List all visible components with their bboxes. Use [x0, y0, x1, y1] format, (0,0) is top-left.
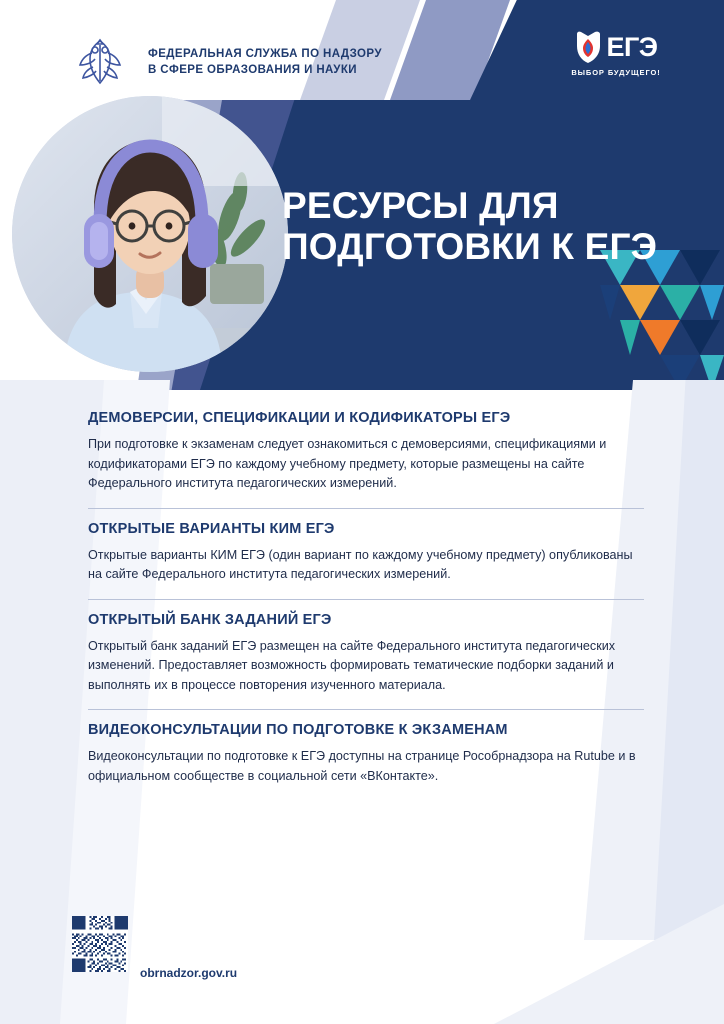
section-body: Открытый банк заданий ЕГЭ размещен на сайте Федерального института педагогических изменений. Предоставляет возможность формировать тематические подборки заданий и выполнять их в процессе повторения изученного материала.: [88, 638, 616, 692]
section-title: ОТКРЫТЫЕ ВАРИАНТЫ КИМ ЕГЭ: [88, 520, 335, 537]
website-link[interactable]: obrnadzor.gov.ru: [140, 966, 238, 980]
section-body: Видеоконсультации по подготовке к ЕГЭ доступны на странице Рособрнадзора на Rutube и в официальном сообществе в социальной сети «ВКонтакте».: [88, 749, 636, 783]
triangle-mosaic: [600, 250, 724, 390]
section-task-bank: [88, 599, 644, 710]
student-with-headphones-photo: [12, 96, 288, 372]
ege-logo-mark: [556, 30, 676, 64]
section-body: Открытые варианты КИМ ЕГЭ (один вариант по каждому учебному предмету) опубликованы на сайте Федерального института педагогических измерений.: [88, 547, 633, 581]
agency-title-line2: В СФЕРЕ ОБРАЗОВАНИЯ И НАУКИ: [148, 64, 357, 76]
content-sections: [88, 398, 644, 800]
section-title: ДЕМОВЕРСИИ, СПЕЦИФИКАЦИИ И КОДИФИКАТОРЫ ЕГЭ: [88, 410, 511, 426]
section-title: ВИДЕОКОНСУЛЬТАЦИИ ПО ПОДГОТОВКЕ К ЭКЗАМЕНАМ: [88, 722, 508, 738]
ege-logo-word: ЕГЭ: [606, 32, 658, 62]
ege-flame-icon: [574, 30, 604, 64]
section-body: При подготовке к экзаменам следует ознакомиться с демоверсиями, спецификациями и кодификаторами ЕГЭ по каждому учебному предмету, которые размещены на сайте Федерального института педагогических измерений.: [88, 437, 607, 490]
qr-code-icon: [72, 916, 128, 972]
agency-title-line1: ФЕДЕРАЛЬНАЯ СЛУЖБА ПО НАДЗОРУ: [148, 48, 382, 60]
section-demoversions: [88, 398, 644, 508]
student-photo: [12, 96, 288, 372]
agency-title: [148, 46, 382, 78]
ege-logo: [556, 30, 676, 77]
section-title: ОТКРЫТЫЙ БАНК ЗАДАНИЙ ЕГЭ: [88, 611, 332, 628]
page-title: РЕСУРСЫ ДЛЯ ПОДГОТОВКИ К ЕГЭ: [282, 185, 658, 267]
double-headed-eagle-emblem-icon: [72, 35, 128, 91]
section-open-variants: [88, 508, 644, 599]
section-video-consultations: [88, 709, 644, 800]
ege-logo-slogan: ВЫБОР БУДУЩЕГО!: [571, 68, 661, 77]
